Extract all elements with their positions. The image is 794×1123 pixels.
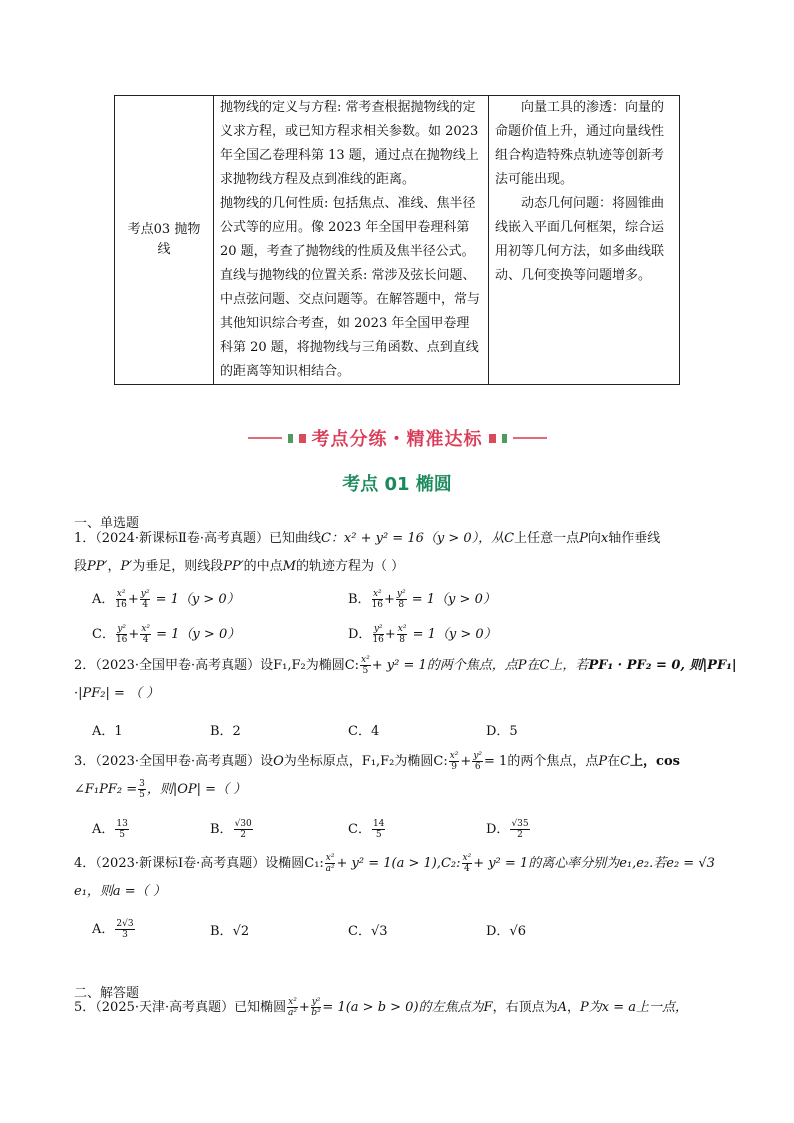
question-1 bbox=[74, 525, 724, 581]
q3-var: O bbox=[273, 754, 284, 769]
q5-text: = 1(a > b > 0)的左焦点为 bbox=[322, 1000, 484, 1015]
q3-text: 上，cos bbox=[630, 754, 680, 769]
fraction bbox=[287, 997, 298, 1018]
option-tail: = 1（y > 0） bbox=[411, 592, 496, 607]
question-3 bbox=[74, 748, 724, 804]
option-tail: = 1（y > 0） bbox=[155, 592, 240, 607]
denominator: 5 bbox=[139, 790, 145, 800]
numerator: x² bbox=[325, 853, 335, 863]
section-banner bbox=[0, 425, 794, 451]
question-4-line-1 bbox=[74, 850, 724, 878]
denominator: 3 bbox=[122, 930, 128, 940]
option-label: B． bbox=[210, 924, 233, 939]
numerator: 3 bbox=[139, 779, 145, 789]
q5-var: P bbox=[579, 1000, 589, 1015]
option-label: D． bbox=[486, 924, 510, 939]
q1-option-c[interactable]: C． $\frac{\text{y²}}{16}$ + $\frac{\text{x²}}{4}$ = 1（y > 0） bbox=[92, 624, 241, 645]
q1-var: P′ bbox=[120, 559, 133, 574]
option-tail: = 1（y > 0） bbox=[412, 627, 497, 642]
section-heading-single-choice: 一、单选题 bbox=[74, 516, 140, 531]
denominator: 4 bbox=[463, 864, 470, 874]
q1-var: x bbox=[600, 531, 609, 546]
option-label: A． bbox=[92, 822, 115, 837]
q1-text: 为垂足，则线段 bbox=[132, 559, 224, 574]
q1-var: PP′ bbox=[87, 559, 108, 574]
q3-option-a[interactable] bbox=[92, 818, 130, 840]
denominator: 16 bbox=[372, 635, 384, 645]
fraction bbox=[360, 655, 371, 676]
fraction bbox=[472, 751, 483, 772]
banner-dot-left bbox=[299, 434, 306, 443]
q5-var: A bbox=[557, 1000, 567, 1015]
fraction bbox=[462, 853, 473, 874]
q4-option-c[interactable] bbox=[348, 920, 388, 939]
q2-option-b[interactable]: B．2 bbox=[210, 724, 241, 739]
content-cell bbox=[214, 96, 489, 385]
question-2 bbox=[74, 652, 737, 708]
paragraph-line-relation: 直线与抛物线的位置关系: 常涉及弦长问题、中点弦问题、交点问题等。在解答题中，常与其他知识综合考查，如 2023 年全国甲卷理科第 20 题，将抛物线与三角函数、点到直线的距离等知识相结合。 bbox=[220, 268, 481, 379]
question-4-line-2 bbox=[74, 878, 724, 906]
denominator: 2 bbox=[240, 830, 247, 840]
numerator: 2√3 bbox=[116, 919, 134, 929]
q1-var: C bbox=[320, 531, 331, 546]
q3-option-c[interactable] bbox=[348, 818, 386, 840]
q2-option-a[interactable]: A．1 bbox=[92, 724, 123, 739]
q3-var: C bbox=[620, 754, 631, 769]
q4-text: + y² = 1(a > 1),C₂: bbox=[336, 856, 461, 871]
q1-var: C bbox=[504, 531, 515, 546]
q2-option-d[interactable]: D．5 bbox=[486, 724, 518, 739]
option-label: B． bbox=[210, 822, 233, 837]
option-label: C． bbox=[92, 627, 115, 642]
numerator: y² bbox=[473, 751, 483, 761]
q3-var: P bbox=[598, 754, 608, 769]
denominator: 16 bbox=[115, 600, 127, 610]
paragraph-dynamic: 动态几何问题：将圆锥曲线嵌入平面几何框架，综合运用初等几何方法，如多曲线联动、几何变换等问题增多。 bbox=[495, 196, 665, 283]
fraction bbox=[140, 589, 151, 610]
q3-text: ∠F₁PF₂ = bbox=[74, 782, 138, 797]
q2-text: 2．（2023·全国甲卷·高考真题）设F₁,F₂为椭圆C: bbox=[74, 658, 360, 673]
numerator: √35 bbox=[511, 819, 529, 829]
q5-text: 5．（2025·天津·高考真题）已知椭圆 bbox=[74, 1000, 287, 1015]
numerator: x² bbox=[462, 853, 472, 863]
option-label: A． bbox=[92, 922, 115, 937]
numerator: x² bbox=[141, 624, 150, 634]
q1-var: M bbox=[282, 559, 296, 574]
banner-dot-left-green bbox=[288, 434, 293, 443]
denominator: 2 bbox=[517, 830, 523, 840]
option-label: D． bbox=[486, 822, 510, 837]
q2-text: ·|PF₂| = （ ） bbox=[74, 686, 160, 701]
q5-var: F bbox=[483, 1000, 493, 1015]
q4-text: + y² = 1的离心率分别为e₁,e₂.若e₂ = √3 bbox=[473, 856, 715, 871]
q1-source: 1．（2024·新课标Ⅱ卷·高考真题）已知曲线 bbox=[74, 531, 321, 546]
section-subtitle: 考点 01 椭圆 bbox=[342, 474, 452, 495]
numerator: y² bbox=[140, 589, 150, 599]
fraction bbox=[116, 624, 127, 645]
q1-text: 的轨迹方程为（ ） bbox=[295, 559, 405, 574]
q2-option-c[interactable]: C．4 bbox=[348, 724, 380, 739]
question-5 bbox=[74, 994, 734, 1022]
question-2-line-2 bbox=[74, 680, 724, 708]
fraction bbox=[396, 589, 407, 610]
option-label: B． bbox=[348, 592, 371, 607]
q1-text: 上任意一点 bbox=[514, 531, 580, 546]
q3-text: ，则|OP| =（ ） bbox=[146, 782, 247, 797]
numerator: y² bbox=[396, 589, 406, 599]
trend-cell bbox=[489, 96, 680, 385]
banner-line-right bbox=[513, 437, 547, 439]
topic-cell bbox=[115, 96, 214, 385]
paragraph-geometry: 抛物线的几何性质: 包括焦点、准线、焦半径公式等的应用。像 2023 年全国甲卷理科第 20 题，考查了抛物线的性质及焦半径公式。 bbox=[220, 196, 476, 259]
denominator: 5 bbox=[375, 830, 382, 840]
fraction bbox=[140, 624, 151, 645]
numerator: y² bbox=[117, 624, 127, 634]
numerator: x² bbox=[361, 655, 370, 665]
q1-text: 向 bbox=[587, 531, 601, 546]
option-label: C． bbox=[348, 822, 371, 837]
denominator: 5 bbox=[362, 666, 369, 676]
option-label: D． bbox=[348, 627, 372, 642]
denominator: 5 bbox=[119, 830, 125, 840]
fraction bbox=[372, 819, 385, 840]
fraction bbox=[115, 919, 134, 940]
question-2-line-1 bbox=[74, 652, 737, 680]
numerator: √30 bbox=[234, 819, 252, 829]
q4-text: 4．（2023·新课标Ⅰ卷·高考真题）设椭圆C₁: bbox=[74, 856, 324, 871]
q2-text: + y² = 1的两个焦点，点P在C上，若 bbox=[371, 658, 589, 673]
q3-option-d[interactable] bbox=[486, 818, 531, 840]
q3-text: 3．（2023·全国甲卷·高考真题）设 bbox=[74, 754, 274, 769]
q1-var: PP′ bbox=[223, 559, 244, 574]
section-heading-answer: 二、解答题 bbox=[74, 986, 140, 1001]
q4-option-d[interactable] bbox=[486, 920, 526, 939]
option-tail: = 1（y > 0） bbox=[156, 627, 241, 642]
table-row bbox=[115, 96, 680, 385]
q1-text: 的中点 bbox=[243, 559, 283, 574]
denominator: 16 bbox=[371, 600, 384, 610]
fraction bbox=[115, 589, 126, 610]
numerator: x² bbox=[372, 589, 382, 599]
banner-dot-right-green bbox=[502, 434, 507, 443]
fraction bbox=[325, 853, 336, 874]
q1-text: ， bbox=[107, 559, 121, 574]
option-value: √2 bbox=[232, 924, 250, 939]
q1-option-a[interactable]: A． $\frac{\text{x²}}{16}$ + $\frac{\text{y²}}{4}$ = 1（y > 0） bbox=[92, 589, 240, 610]
denominator: 16 bbox=[115, 635, 128, 645]
q5-text: ，右顶点为 bbox=[492, 1000, 558, 1015]
question-3-line-2 bbox=[74, 776, 724, 804]
q1-text: 段 bbox=[74, 559, 88, 574]
fraction bbox=[234, 819, 253, 840]
denominator: b² bbox=[311, 1008, 321, 1018]
question-1-line-1 bbox=[74, 525, 724, 553]
q3-text: 在 bbox=[607, 754, 621, 769]
option-label: C． bbox=[348, 924, 371, 939]
question-3-line-1 bbox=[74, 748, 724, 776]
fraction bbox=[311, 997, 322, 1018]
denominator: 4 bbox=[142, 635, 149, 645]
paragraph-vector: 向量工具的渗透：向量的命题价值上升，通过向量线性组合构造特殊点轨迹等创新考法可能出现。 bbox=[495, 100, 665, 187]
fraction bbox=[115, 819, 128, 840]
numerator: x² bbox=[397, 624, 407, 634]
q4-option-a[interactable] bbox=[92, 918, 136, 940]
fraction bbox=[397, 624, 408, 645]
denominator: a² bbox=[287, 1008, 297, 1018]
numerator: y² bbox=[373, 624, 383, 634]
banner-title: 考点分练・精准达标 bbox=[311, 429, 483, 450]
question-5-line-1: 5．（2025·天津·高考真题）已知椭圆 $\frac{\text{x²}}{\text{a²}}$ + $\frac{\text{y²}}{\text{b²}}$ = 1(a > b > 0)的左焦点为F，右顶点为A，P为x = a上一点， bbox=[74, 997, 688, 1018]
denominator: 9 bbox=[451, 762, 457, 772]
fraction bbox=[138, 779, 146, 800]
option-label: A． bbox=[92, 592, 115, 607]
q5-text: 为x = a上一点， bbox=[588, 1000, 688, 1015]
q3-text: 为坐标原点，F₁,F₂为椭圆C: bbox=[283, 754, 448, 769]
q3-text: + bbox=[460, 754, 472, 769]
q2-vector-expr: PF₁ · PF₂ = 0, 则|PF₁| bbox=[588, 658, 737, 673]
numerator: x² bbox=[288, 997, 297, 1007]
option-value: √3 bbox=[370, 924, 388, 939]
q1-equation: ：x² + y² = 16（y > 0），从 bbox=[330, 531, 505, 546]
q1-option-d[interactable]: D． $\frac{\text{y²}}{16}$ + $\frac{\text{x²}}{8}$ = 1（y > 0） bbox=[348, 624, 497, 645]
numerator: y² bbox=[311, 997, 321, 1007]
denominator: 8 bbox=[398, 600, 405, 610]
numerator: 13 bbox=[116, 819, 128, 829]
denominator: 6 bbox=[474, 762, 481, 772]
banner-dot-right bbox=[489, 434, 496, 443]
q3-text: = 1的两个焦点，点 bbox=[484, 754, 599, 769]
denominator: 8 bbox=[399, 635, 405, 645]
topic-table bbox=[114, 95, 680, 385]
fraction bbox=[510, 819, 529, 840]
question-1-line-2 bbox=[74, 553, 724, 581]
q1-var: P bbox=[579, 531, 588, 546]
q1-text: 轴作垂线 bbox=[608, 531, 661, 546]
q1-option-b[interactable]: B． $\frac{\text{x²}}{16}$ + $\frac{\text{y²}}{8}$ = 1（y > 0） bbox=[348, 589, 496, 610]
numerator: x² bbox=[116, 589, 126, 599]
question-4 bbox=[74, 850, 724, 906]
denominator: 4 bbox=[142, 600, 148, 610]
fraction bbox=[449, 751, 460, 772]
fraction bbox=[372, 589, 383, 610]
q3-option-b[interactable] bbox=[210, 818, 254, 840]
denominator: a² bbox=[325, 864, 335, 874]
numerator: x² bbox=[449, 751, 459, 761]
numerator: 14 bbox=[372, 819, 385, 829]
q4-text: e₁，则a =（ ） bbox=[74, 884, 166, 899]
banner-line-left bbox=[248, 437, 282, 439]
q5-text: ， bbox=[566, 1000, 580, 1015]
q4-option-b[interactable] bbox=[210, 920, 249, 939]
topic-label: 考点03 抛物线 bbox=[127, 222, 201, 257]
fraction bbox=[372, 624, 383, 645]
option-value: √6 bbox=[509, 924, 526, 939]
paragraph-definition: 抛物线的定义与方程: 常考查根据抛物线的定义求方程，或已知方程求相关参数。如 2023 年全国乙卷理科第 13 题，通过点在抛物线上求抛物线方程及点到准线的距离。 bbox=[220, 100, 479, 187]
